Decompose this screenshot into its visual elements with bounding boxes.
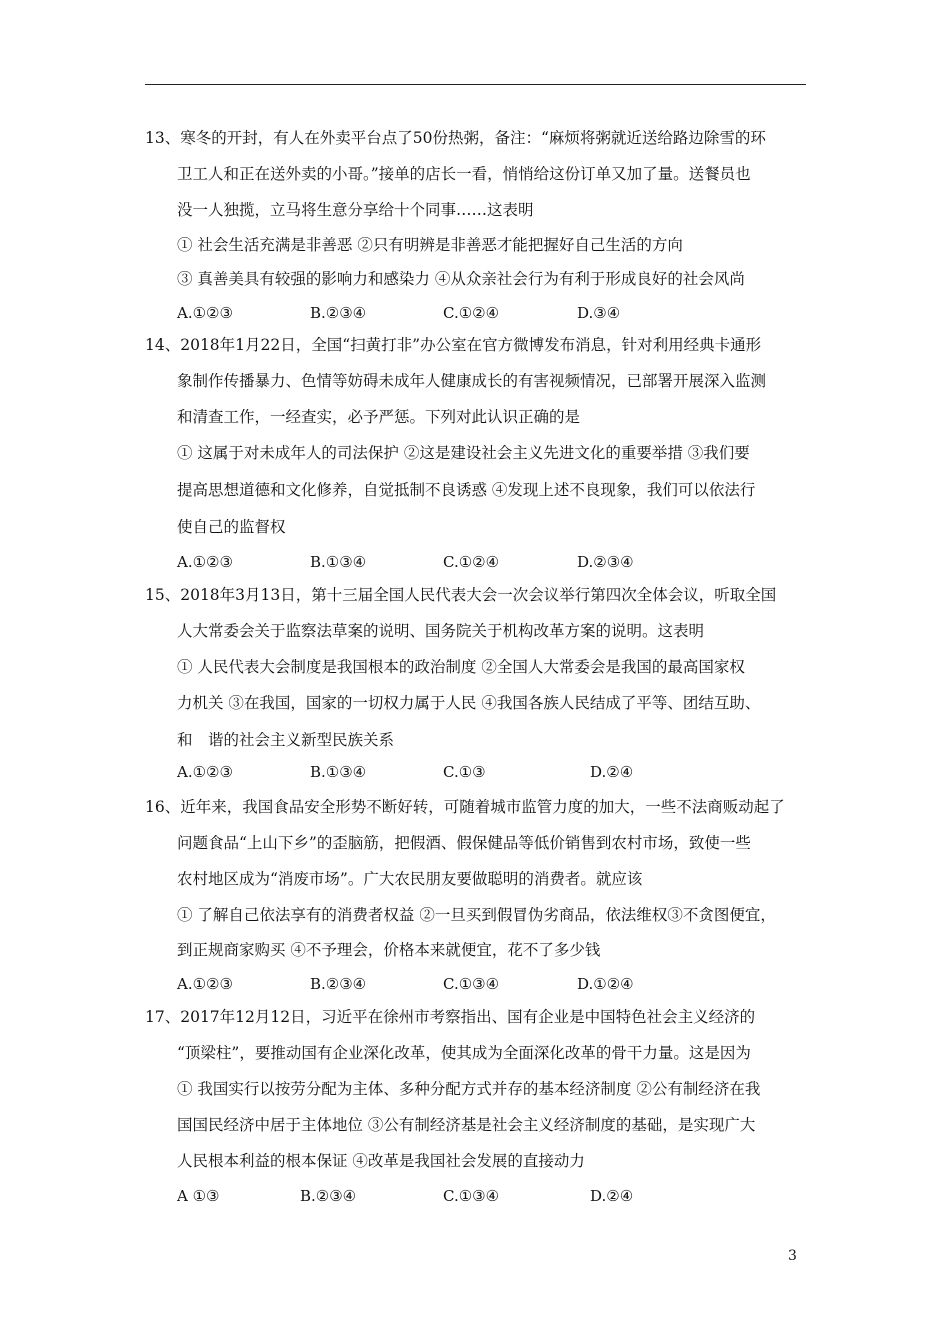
question-line: 象制作传播暴力、色情等妨碍未成年人健康成长的有害视频情况，已部署开展深入监测 (177, 372, 767, 390)
question-statement: 力机关 ③在我国，国家的一切权力属于人民 ④我国各族人民结成了平等、团结互助、 (177, 694, 761, 712)
option-a[interactable]: A.①②③ (177, 304, 233, 322)
question-statement: ① 这属于对未成年人的司法保护 ②这是建设社会主义先进文化的重要举措 ③我们要 (177, 444, 750, 462)
option-c[interactable]: C.①③④ (443, 1187, 500, 1205)
question-line: 没一人独揽，立马将生意分享给十个同事……这表明 (177, 201, 534, 219)
option-c[interactable]: C.①②④ (443, 553, 500, 571)
option-b[interactable]: B.②③④ (310, 304, 367, 322)
option-a[interactable]: A ①③ (177, 1187, 220, 1205)
question-statement: 提高思想道德和文化修养，自觉抵制不良诱惑 ④发现上述不良现象，我们可以依法行 (177, 481, 756, 499)
question-statement: 到正规商家购买 ④不予理会，价格本来就便宜，花不了多少钱 (177, 941, 601, 959)
option-d[interactable]: D.②③④ (577, 553, 634, 571)
option-c[interactable]: C.①③④ (443, 975, 500, 993)
question-statement: ① 我国实行以按劳分配为主体、多种分配方式并存的基本经济制度 ②公有制经济在我 (177, 1080, 761, 1098)
question-line: 15、2018年3月13日，第十三届全国人民代表大会一次会议举行第四次全体会议，听取全国 (145, 586, 777, 604)
question-line: 14、2018年1月22日，全国“扫黄打非”办公室在官方微博发布消息，针对利用经典卡通形 (145, 336, 762, 354)
option-a[interactable]: A.①②③ (177, 763, 233, 781)
question-statement: 人民根本利益的根本保证 ④改革是我国社会发展的直接动力 (177, 1152, 585, 1170)
question-statement: ① 社会生活充满是非善恶 ②只有明辨是非善恶才能把握好自己生活的方向 (177, 236, 683, 254)
question-statement: ① 人民代表大会制度是我国根本的政治制度 ②全国人大常委会是我国的最高国家权 (177, 658, 745, 676)
option-d[interactable]: D.③④ (577, 304, 621, 322)
page-number: 3 (788, 1248, 797, 1264)
question-line: 人大常委会关于监察法草案的说明、国务院关于机构改革方案的说明。这表明 (177, 622, 705, 640)
option-b[interactable]: B.②③④ (300, 1187, 357, 1205)
option-a[interactable]: A.①②③ (177, 975, 233, 993)
question-line: 问题食品“上山下乡”的歪脑筋，把假酒、假保健品等低价销售到农村市场，致使一些 (177, 834, 751, 852)
option-d[interactable]: D.①②④ (577, 975, 634, 993)
question-line: 农村地区成为“消废市场”。广大农民朋友要做聪明的消费者。就应该 (177, 870, 643, 888)
option-d[interactable]: D.②④ (590, 763, 634, 781)
question-statement: 和 谐的社会主义新型民族关系 (177, 731, 395, 749)
question-line: “顶梁柱”，要推动国有企业深化改革，使其成为全面深化改革的骨干力量。这是因为 (177, 1044, 751, 1062)
question-line: 17、2017年12月12日，习近平在徐州市考察指出、国有企业是中国特色社会主义经济的 (145, 1008, 756, 1026)
option-d[interactable]: D.②④ (590, 1187, 634, 1205)
question-line: 13、寒冬的开封，有人在外卖平台点了50份热粥，备注：“麻烦将粥就近送给路边除雪的环 (145, 129, 766, 147)
option-b[interactable]: B.①③④ (310, 763, 367, 781)
option-c[interactable]: C.①②④ (443, 304, 500, 322)
question-statement: ③ 真善美具有较强的影响力和感染力 ④从众亲社会行为有利于形成良好的社会风尚 (177, 270, 745, 288)
option-b[interactable]: B.①③④ (310, 553, 367, 571)
question-line: 和清查工作，一经查实，必予严惩。下列对此认识正确的是 (177, 408, 581, 426)
question-statement: 使自己的监督权 (177, 518, 286, 536)
question-statement: ① 了解自己依法享有的消费者权益 ②一旦买到假冒伪劣商品，依法维权③不贪图便宜， (177, 906, 776, 924)
option-b[interactable]: B.②③④ (310, 975, 367, 993)
question-line: 16、近年来，我国食品安全形势不断好转，可随着城市监管力度的加大，一些不法商贩动起了 (145, 798, 785, 816)
question-statement: 国国民经济中居于主体地位 ③公有制经济基是社会主义经济制度的基础，是实现广大 (177, 1116, 756, 1134)
option-c[interactable]: C.①③ (443, 763, 486, 781)
header-rule (145, 84, 806, 85)
option-a[interactable]: A.①②③ (177, 553, 233, 571)
question-line: 卫工人和正在送外卖的小哥。”接单的店长一看，悄悄给这份订单又加了量。送餐员也 (177, 165, 751, 183)
